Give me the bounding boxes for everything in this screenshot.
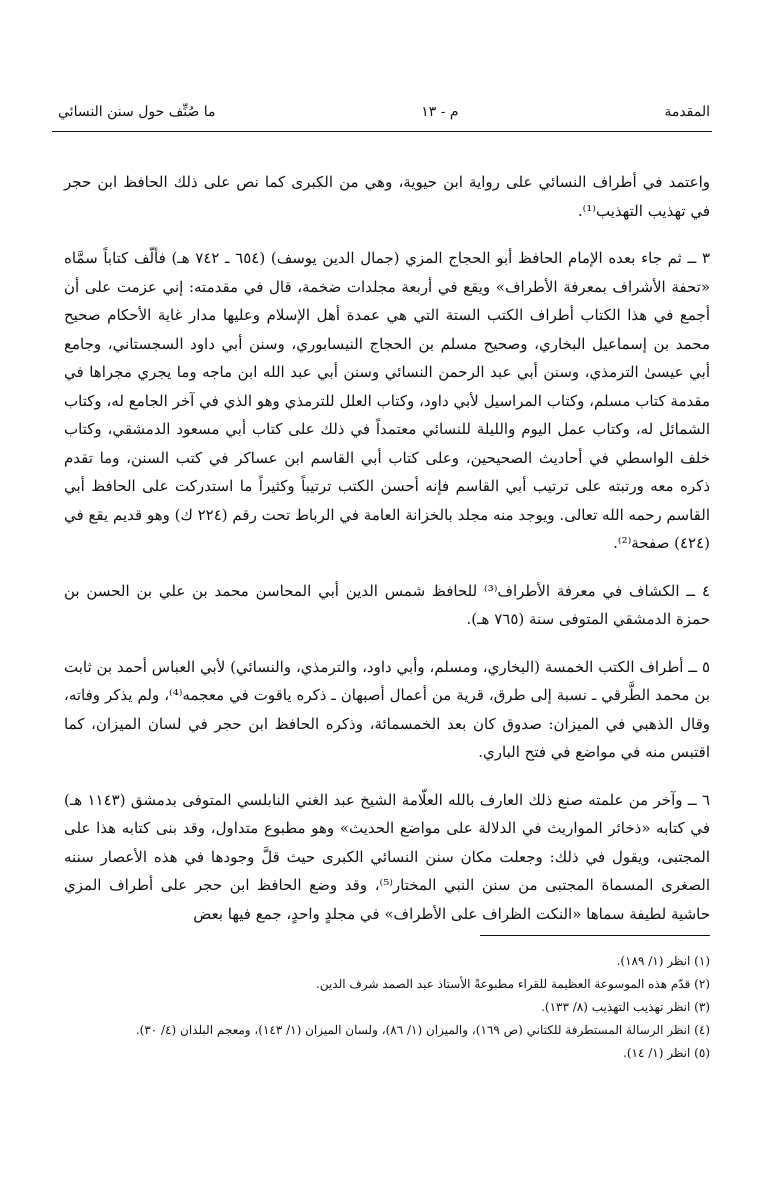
footnote: (٣) انظر تهذيب التهذيب (٨/ ١٣٣). <box>541 1000 710 1014</box>
header-chapter-title: ما صُنِّف حول سنن النسائي <box>58 104 216 120</box>
header-section-title: المقدمة <box>664 104 710 120</box>
paragraph: واعتمد في أطراف النسائي على رواية ابن حيوية، وهي من الكبرى كما نص على ذلك الحافظ ابن حجر في تهذيب التهذيب⁽¹⁾. <box>64 173 710 220</box>
footnote: (٢) قدّم هذه الموسوعة العظيمة للقراء مطبوعةً الأستاذ عبد الصمد شرف الدين. <box>316 977 710 991</box>
footnote: (١) انظر (١/ ١٨٩). <box>616 954 710 968</box>
page-number: م - ١٣ <box>421 104 459 120</box>
footnote-separator <box>480 935 710 936</box>
running-header <box>58 104 710 120</box>
footnotes <box>64 950 710 1065</box>
footnote: (٤) انظر الرسالة المستطرفة للكتاني (ص ١٦٩)، والميزان (١/ ٨٦)، ولسان الميزان (١/ ١٤٣)، ومعجم البلدان (٤/ ٣٠). <box>135 1023 710 1037</box>
footnote: (٥) انظر (١/ ١٤). <box>623 1046 710 1060</box>
paragraph: ٥ ــ أطراف الكتب الخمسة (البخاري، ومسلم، وأبي داود، والترمذي، والنسائي) لأبي العباس أحمد بن ثابت بن محمد الطَّرقي ـ نسبة إلى طرق، قرية من أعمال أصبهان ـ ذكره ياقوت في معجمه⁽⁴⁾، ولم يذكر وفاته، وقال الذهبي في الميزان: صدوق كان بعد الخمسمائة، وذكره الحافظ ابن حجر في لسان الميزان، كما اقتبس منه في مواضع في فتح الباري. <box>64 657 710 761</box>
paragraph: ٣ ــ ثم جاء بعده الإمام الحافظ أبو الحجاج المزي (جمال الدين يوسف) (٦٥٤ ـ ٧٤٢ هـ) فألّف كتاباً سمَّاه «تحفة الأشراف بمعرفة الأطراف» ويقع في أربعة مجلدات ضخمة، قال في مقدمته: إني عزمت على أن أجمع في هذا الكتاب أطراف الكتب الستة التي هي عمدة أهل الإسلام وعليها مدار غاية الأحكام صحيح محمد بن إسماعيل البخاري، وصحيح مسلم بن الحجاج النيسابوري، وسنن أبي داود السجستاني، وجامع أبي عيسىٰ الترمذي، وسنن أبي عبد الرحمن النسائي وسنن أبي عبد الله ابن ماجه وما يجري مجراها في مقدمة كتاب مسلم، وكتاب المراسيل لأبي داود، وكتاب العلل للترمذي وهو الذي في آخر الجامع له، وكتاب الشمائل له، وكتاب عمل اليوم والليلة للنسائي معتمداً في ذلك على كتاب أبي مسعود الدمشقي، وكتاب خلف الواسطي في أحاديث الصحيحين، وعلى كتاب أبي القاسم ابن عساكر في كتب السنن، وما تقدم ذكره معه ورتبته على ترتيب أبي القاسم فإنه أحسن الكتب ترتيباً وكثيراً ما استدركت على الحافظ أبي القاسم رحمه الله تعالى. ويوجد منه مجلد بالخزانة العامة في الرباط تحت رقم (٢٢٤ ك) وهو قديم يقع في (٤٢٤) صفحة⁽²⁾. <box>64 249 710 552</box>
paragraph: ٤ ــ الكشاف في معرفة الأطراف⁽³⁾ للحافظ شمس الدين أبي المحاسن محمد بن علي بن الحسن بن حمزة الدمشقي المتوفى سنة (٧٦٥ هـ). <box>64 581 710 628</box>
main-text <box>64 168 710 947</box>
header-rule <box>52 131 712 132</box>
paragraph: ٦ ــ وآخر من علمته صنع ذلك العارف بالله العلّامة الشيخ عبد الغني النابلسي المتوفى بدمشق (١١٤٣ هـ) في كتابه «ذخائر المواريث في الدلالة على مواضع الحديث» وهو مطبوع متداول، وقد بنى كتابه هذا على المجتبى، ويقول في ذلك: وجعلت مكان سنن النسائي الكبرى حيث قلَّ وجودها في هذه الأعصار سننه الصغرى المسماة المجتبى من سنن النبي المختار⁽⁵⁾، وقد وضع الحافظ ابن حجر على أطراف المزي حاشية لطيفة سماها «النكت الظراف على الأطراف» في مجلدٍ واحدٍ، جمع فيها بعض <box>64 790 710 923</box>
